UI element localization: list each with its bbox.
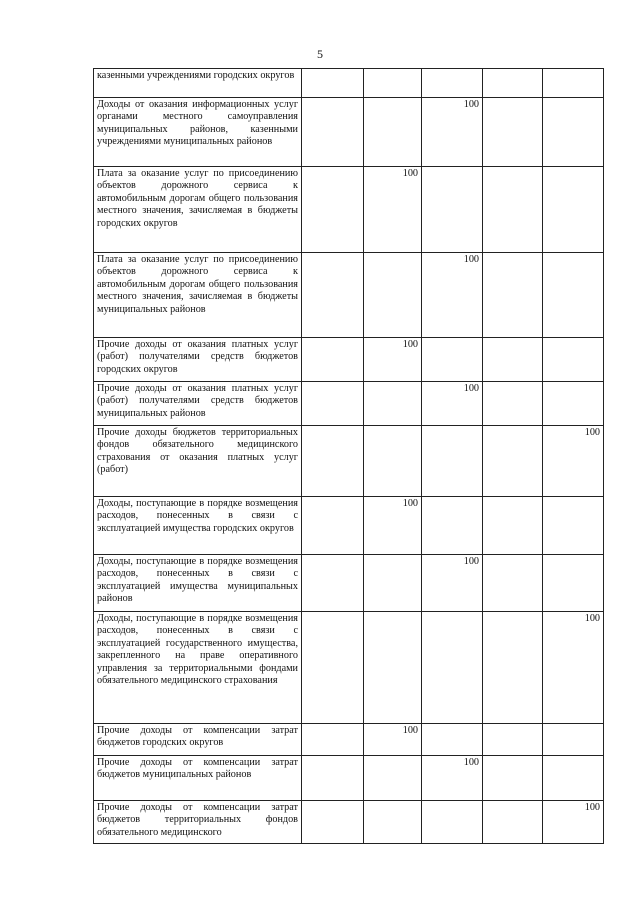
- table-cell: 100: [422, 98, 483, 167]
- table-cell: [302, 612, 364, 724]
- revenue-description: Прочие доходы от оказания платных услуг (работ) получателями средств бюджетов городских округов: [94, 338, 302, 382]
- table-cell: [483, 98, 543, 167]
- table-cell: [302, 756, 364, 801]
- table-cell: [302, 338, 364, 382]
- table-cell: [302, 253, 364, 338]
- table-cell: 100: [422, 253, 483, 338]
- table-cell: [483, 338, 543, 382]
- table-row: [94, 724, 604, 756]
- table-cell: [364, 382, 422, 426]
- table-cell: [483, 555, 543, 612]
- table-cell: [543, 382, 604, 426]
- table-cell: [364, 69, 422, 98]
- table-cell: [302, 69, 364, 98]
- revenue-description: Доходы, поступающие в порядке возмещения расходов, понесенных в связи с эксплуатацией имущества городских округов: [94, 497, 302, 555]
- table-row: [94, 426, 604, 497]
- table-cell: [483, 69, 543, 98]
- table-cell: 100: [422, 382, 483, 426]
- table-cell: [364, 555, 422, 612]
- table-row: [94, 98, 604, 167]
- table-cell: [302, 801, 364, 844]
- table-cell: 100: [364, 338, 422, 382]
- table-cell: [302, 382, 364, 426]
- table-cell: [543, 69, 604, 98]
- table-cell: [543, 756, 604, 801]
- table-cell: [543, 338, 604, 382]
- table-cell: [364, 253, 422, 338]
- table-row: [94, 253, 604, 338]
- revenue-description: Доходы от оказания информационных услуг органами местного самоуправления муниципальных районов, казенными учреждениями муниципальных районов: [94, 98, 302, 167]
- table-row: [94, 338, 604, 382]
- table-cell: [483, 426, 543, 497]
- table-cell: [543, 167, 604, 253]
- table-cell: 100: [543, 801, 604, 844]
- table-cell: [302, 167, 364, 253]
- table-cell: [483, 253, 543, 338]
- table-cell: 100: [422, 756, 483, 801]
- revenue-description: Доходы, поступающие в порядке возмещения расходов, понесенных в связи с эксплуатацией государственного имущества, закрепленного на праве оперативного управления за территориальными фондами обязательного медицинского страхования: [94, 612, 302, 724]
- table-cell: [483, 801, 543, 844]
- table-cell: [364, 801, 422, 844]
- table-cell: [543, 555, 604, 612]
- table-row: [94, 382, 604, 426]
- table-cell: 100: [543, 612, 604, 724]
- table-cell: [422, 167, 483, 253]
- table-cell: [543, 497, 604, 555]
- revenue-distribution-table: [93, 68, 604, 844]
- table-body: [94, 69, 604, 844]
- revenue-description: Прочие доходы от компенсации затрат бюджетов муниципальных районов: [94, 756, 302, 801]
- table-row: [94, 167, 604, 253]
- revenue-description: Прочие доходы бюджетов территориальных фондов обязательного медицинского страхования от оказания платных услуг (работ): [94, 426, 302, 497]
- table-cell: [543, 98, 604, 167]
- revenue-description: Плата за оказание услуг по присоединению объектов дорожного сервиса к автомобильным дорогам общего пользования местного значения, зачисляемая в бюджеты городских округов: [94, 167, 302, 253]
- table-row: [94, 612, 604, 724]
- table-row: [94, 756, 604, 801]
- revenue-description: Доходы, поступающие в порядке возмещения расходов, понесенных в связи с эксплуатацией имущества муниципальных районов: [94, 555, 302, 612]
- table-cell: [483, 497, 543, 555]
- table-cell: [422, 426, 483, 497]
- table-cell: [364, 426, 422, 497]
- table-cell: [483, 167, 543, 253]
- table-cell: [483, 382, 543, 426]
- table-cell: 100: [364, 724, 422, 756]
- table-cell: [543, 253, 604, 338]
- table-cell: 100: [543, 426, 604, 497]
- table-cell: [364, 756, 422, 801]
- table-cell: [543, 724, 604, 756]
- table-cell: [483, 724, 543, 756]
- table-cell: [302, 426, 364, 497]
- table-cell: [422, 801, 483, 844]
- revenue-description: Прочие доходы от оказания платных услуг (работ) получателями средств бюджетов муниципальных районов: [94, 382, 302, 426]
- revenue-description: Прочие доходы от компенсации затрат бюджетов территориальных фондов обязательного медицинского: [94, 801, 302, 844]
- table-cell: [483, 756, 543, 801]
- table-cell: [364, 612, 422, 724]
- table-cell: [364, 98, 422, 167]
- page-number: 5: [317, 47, 323, 61]
- table-cell: [302, 555, 364, 612]
- table-cell: 100: [422, 555, 483, 612]
- table-row: [94, 69, 604, 98]
- table-cell: [483, 612, 543, 724]
- table-cell: 100: [364, 167, 422, 253]
- table-row: [94, 801, 604, 844]
- revenue-description: Плата за оказание услуг по присоединению объектов дорожного сервиса к автомобильным дорогам общего пользования местного значения, зачисляемая в бюджеты муниципальных районов: [94, 253, 302, 338]
- table-cell: [302, 98, 364, 167]
- table-cell: 100: [364, 497, 422, 555]
- table-cell: [422, 612, 483, 724]
- table-row: [94, 497, 604, 555]
- revenue-description: Прочие доходы от компенсации затрат бюджетов городских округов: [94, 724, 302, 756]
- table-cell: [422, 497, 483, 555]
- table-row: [94, 555, 604, 612]
- table-cell: [302, 724, 364, 756]
- revenue-description: казенными учреждениями городских округов: [94, 69, 302, 98]
- table-cell: [302, 497, 364, 555]
- table-cell: [422, 724, 483, 756]
- table-cell: [422, 338, 483, 382]
- table-cell: [422, 69, 483, 98]
